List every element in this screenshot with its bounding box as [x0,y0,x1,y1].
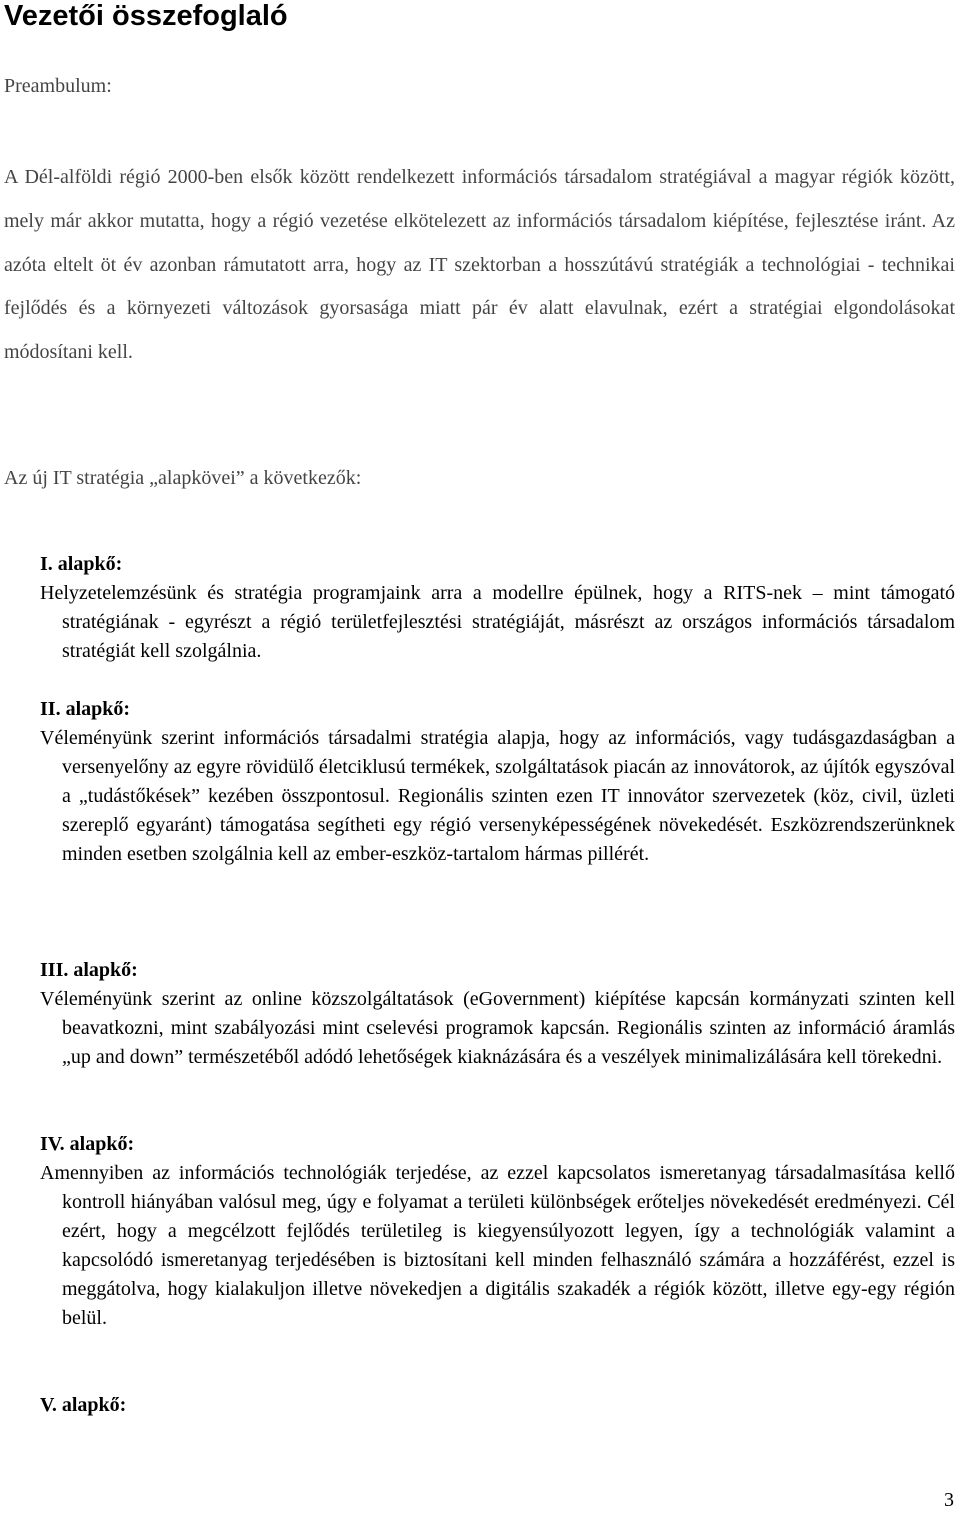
pillar-4 [40,1130,955,1333]
pillar-5 [40,1391,955,1420]
preamble-label: Preambulum: [4,75,112,97]
pillar-body: Véleményünk szerint az online közszolgáltatások (eGovernment) kiépítése kapcsán kormányzati szinten kell beavatkozni, mint szabályozási mint cselevési programok kapcsán. Regionális szinten az információ áramlás „up and down” természetéből adódó lehetőségek kiaknázására és a veszélyek minimalizálására kell törekedni. [40,988,955,1068]
pillar-body: Amennyiben az információs technológiák terjedése, az ezzel kapcsolatos ismeretanyag társadalmasítása kellő kontroll hiányában valósul meg, úgy e folyamat a területi különbségek erőteljes növekedését eredményezi. Cél ezért, hogy a megcélzott fejlődés területileg is kiegyensúlyozott legyen, így a technológiák valamint a kapcsolódó ismeretanyag terjedésében is biztosítani kell minden felhasználó számára a hozzáférést, ezzel is meggátolva, hogy kialakuljon illetve növekedjen a digitális szakadék a régiók között, illetve egy-egy régión belül. [40,1162,955,1329]
pillar-heading: I. alapkő: [40,553,123,575]
pillar-body: Helyzetelemzésünk és stratégia programjaink arra a modellre épülnek, hogy a RITS-nek – mint támogató stratégiának - egyrészt a régió területfejlesztési stratégiáját, másrészt az országos információs társadalom stratégiát kell szolgálnia. [40,582,955,662]
pillar-heading: IV. alapkő: [40,1133,135,1155]
pillar-body: Véleményünk szerint információs társadalmi stratégia alapja, hogy az információs, vagy tudásgazdaságban a versenyelőny az egyre rövidülő életciklusú termékek, szolgáltatások piacán az innovátorok, az újítók egyszóval a „tudástőkések” kezében összpontosul. Regionális szinten ezen IT innovátor szervezetek (köz, civil, üzleti szereplő egyaránt) támogatása segítheti egy régió versenyképességének növekedését. Eszközrendszerünknek minden esetben szolgálnia kell az ember-eszköz-tartalom hármas pillérét. [40,727,955,865]
pillar-heading: III. alapkő: [40,959,138,981]
page-number: 3 [944,1489,954,1511]
pillar-heading: V. alapkő: [40,1394,127,1416]
pillar-3 [40,956,955,1072]
pillar-1 [40,550,955,666]
intro-paragraph: A Dél-alföldi régió 2000-ben elsők között rendelkezett információs társadalom stratégiával a magyar régiók között, mely már akkor mutatta, hogy a régió vezetése elkötelezett az információs társadalom kiépítése, fejlesztése iránt. Az azóta eltelt öt év azonban rámutatott arra, hogy az IT szektorban a hosszútávú stratégiák a technológiai - technikai fejlődés és a környezeti változások gyorsasága miatt pár év alatt elavulnak, ezért a stratégiai elgondolásokat módosítani kell. [4,166,955,364]
principles-intro: Az új IT stratégia „alapkövei” a következők: [4,467,362,489]
pillar-2 [40,695,955,869]
page-title: Vezetői összefoglaló [4,0,288,32]
pillar-heading: II. alapkő: [40,698,131,720]
